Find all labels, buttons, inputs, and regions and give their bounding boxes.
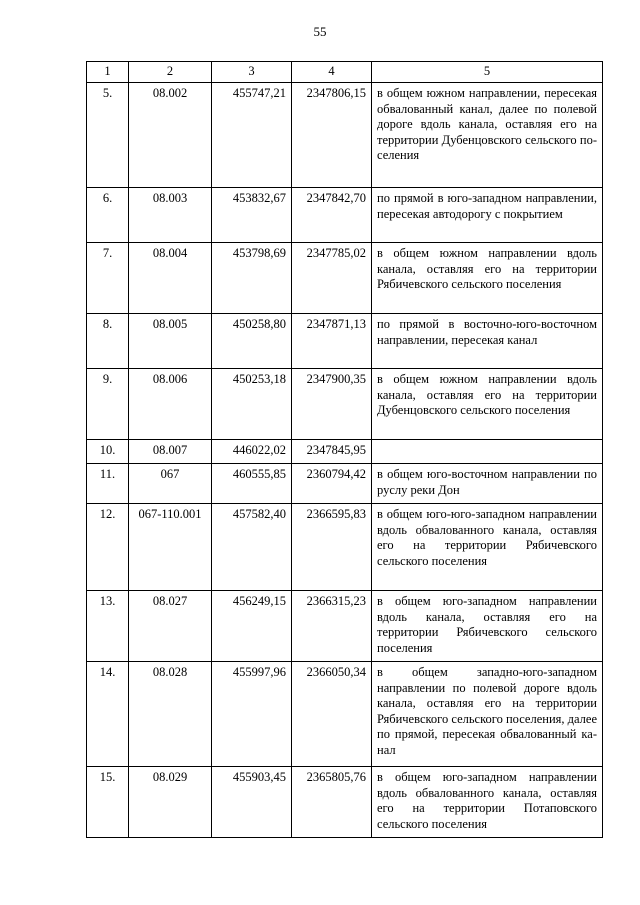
boundary-description: в общем юго-восточном направлении по руслу реки Дон: [372, 464, 603, 504]
coordinate-y: 2366595,83: [292, 504, 372, 591]
table-row: [87, 369, 603, 440]
boundary-description: по прямой в восточно-юго-восточном направлении, пересекая канал: [372, 314, 603, 369]
coordinate-x: 455747,21: [212, 83, 292, 188]
coordinate-y: 2347806,15: [292, 83, 372, 188]
boundary-description: в общем юго-западном направлении вдоль канала, оставляя его на территории Рябичевского сельского поселения: [372, 591, 603, 662]
boundary-description: в общем западно-юго-западном направлении по полевой дороге вдоль канала, оставляя его на территории Рябичевского сельского поселения, далее по прямой, пересекая обвалованный канал: [372, 662, 603, 767]
coordinate-x: 455903,45: [212, 767, 292, 838]
coordinate-x: 453832,67: [212, 188, 292, 243]
coordinate-x: 456249,15: [212, 591, 292, 662]
coordinate-y: 2347900,35: [292, 369, 372, 440]
coordinate-x: 455997,96: [212, 662, 292, 767]
row-number: 11.: [87, 464, 129, 504]
row-number: 8.: [87, 314, 129, 369]
coordinate-x: 460555,85: [212, 464, 292, 504]
boundary-description: [372, 440, 603, 464]
row-number: 14.: [87, 662, 129, 767]
table-row: [87, 440, 603, 464]
column-header-description: 5: [372, 62, 603, 83]
table-row: [87, 591, 603, 662]
coordinate-x: 457582,40: [212, 504, 292, 591]
coordinate-x: 450258,80: [212, 314, 292, 369]
boundary-description: в общем южном направлении вдоль канала, оставляя его на территории Дубенцовского сельского поселения: [372, 369, 603, 440]
table-row: [87, 767, 603, 838]
header-row: [87, 62, 603, 83]
point-code: 067: [129, 464, 212, 504]
point-code: 067-110.001: [129, 504, 212, 591]
row-number: 9.: [87, 369, 129, 440]
row-number: 15.: [87, 767, 129, 838]
coordinate-y: 2366050,34: [292, 662, 372, 767]
coordinate-y: 2347845,95: [292, 440, 372, 464]
column-header-number: 1: [87, 62, 129, 83]
table-body: [87, 83, 603, 838]
row-number: 10.: [87, 440, 129, 464]
column-header-code: 2: [129, 62, 212, 83]
boundary-description: в общем юго-юго-западном направлении вдоль обвалованного канала, оставляя его на территории Рябичевского сельского поселения: [372, 504, 603, 591]
boundary-description: в общем южном направлении вдоль канала, оставляя его на территории Рябичевского сельского поселения: [372, 243, 603, 314]
coordinate-y: 2347785,02: [292, 243, 372, 314]
column-header-x: 3: [212, 62, 292, 83]
point-code: 08.002: [129, 83, 212, 188]
row-number: 6.: [87, 188, 129, 243]
point-code: 08.027: [129, 591, 212, 662]
point-code: 08.003: [129, 188, 212, 243]
table-row: [87, 504, 603, 591]
table-row: [87, 243, 603, 314]
point-code: 08.004: [129, 243, 212, 314]
coordinate-y: 2347842,70: [292, 188, 372, 243]
coordinate-y: 2347871,13: [292, 314, 372, 369]
coordinate-y: 2366315,23: [292, 591, 372, 662]
row-number: 5.: [87, 83, 129, 188]
boundary-description: по прямой в юго-западном направлении, пересекая автодорогу с покрытием: [372, 188, 603, 243]
boundary-description: в общем юго-западном направлении вдоль обвалованного канала, оставляя его на территории Потаповского сельского поселения: [372, 767, 603, 838]
coordinate-x: 453798,69: [212, 243, 292, 314]
point-code: 08.005: [129, 314, 212, 369]
boundary-description: в общем южном направлении, пересекая обвалованный канал, далее по полевой дороге вдоль канала, оставляя его на территории Дубенцовского сельского поселения: [372, 83, 603, 188]
column-header-y: 4: [292, 62, 372, 83]
page-number: 55: [313, 24, 327, 39]
point-code: 08.006: [129, 369, 212, 440]
table-row: [87, 314, 603, 369]
coordinate-x: 446022,02: [212, 440, 292, 464]
point-code: 08.028: [129, 662, 212, 767]
coordinate-y: 2360794,42: [292, 464, 372, 504]
row-number: 13.: [87, 591, 129, 662]
point-code: 08.029: [129, 767, 212, 838]
coordinate-x: 450253,18: [212, 369, 292, 440]
table-row: [87, 188, 603, 243]
table-row: [87, 464, 603, 504]
row-number: 7.: [87, 243, 129, 314]
point-code: 08.007: [129, 440, 212, 464]
table-row: [87, 662, 603, 767]
coordinate-y: 2365805,76: [292, 767, 372, 838]
table-row: [87, 83, 603, 188]
boundary-points-table: [86, 61, 603, 838]
row-number: 12.: [87, 504, 129, 591]
